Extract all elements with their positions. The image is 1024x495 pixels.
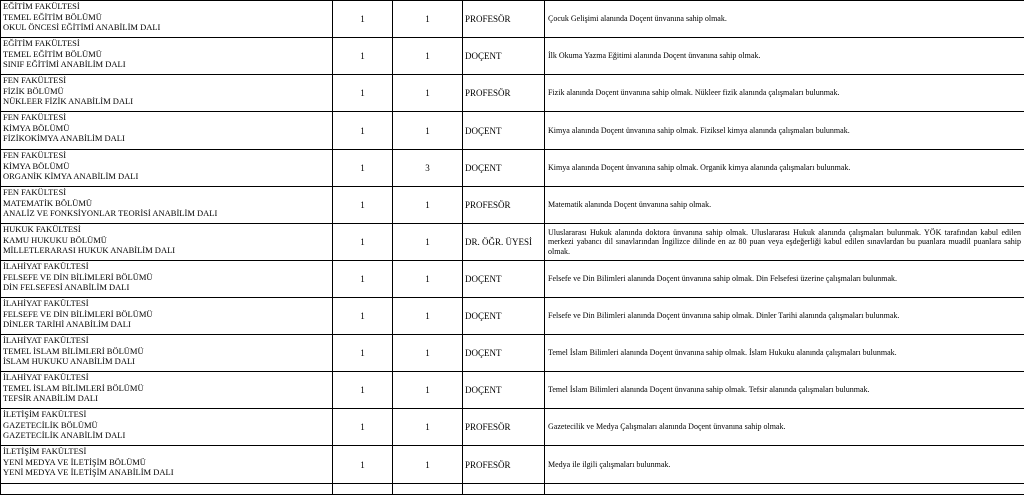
department-name: TEMEL EĞİTİM BÖLÜMÜ [3, 49, 330, 60]
department-name: GAZETECİLİK BÖLÜMÜ [3, 420, 330, 431]
unit-cell [1, 112, 333, 150]
position-count: 1 [333, 372, 393, 409]
degree-level: 1 [393, 112, 463, 150]
division-name: İSLAM HUKUKU ANABİLİM DALI [3, 356, 330, 367]
degree-level: 1 [393, 446, 463, 484]
department-name: KİMYA BÖLÜMÜ [3, 123, 330, 134]
requirements-text: Gazetecilik ve Medya Çalışmaları alanında Doçent ünvanına sahip olmak. [545, 409, 1024, 446]
requirements-text: Çocuk Gelişimi alanında Doçent ünvanına sahip olmak. [545, 1, 1024, 38]
requirements-text: Medya ile ilgili çalışmaları bulunmak. [545, 446, 1024, 484]
position-count: 1 [333, 335, 393, 372]
position-count: 1 [333, 112, 393, 150]
degree-level: 1 [393, 261, 463, 298]
table-row [1, 75, 1024, 112]
requirements-text: Kimya alanında Doçent ünvanına sahip olmak. Fiziksel kimya alanında çalışmaları bulunmak. [545, 112, 1024, 150]
unit-cell [1, 224, 333, 261]
division-name: DİN FELSEFESİ ANABİLİM DALI [3, 282, 330, 293]
academic-title: DOÇENT [463, 112, 545, 150]
unit-cell [1, 335, 333, 372]
unit-cell [1, 75, 333, 112]
requirements-text: Kimya alanında Doçent ünvanına sahip olmak. Organik kimya alanında çalışmaları bulunmak. [545, 150, 1024, 187]
faculty-name: FEN FAKÜLTESİ [3, 150, 330, 161]
department-name: TEMEL İSLAM BİLİMLERİ BÖLÜMÜ [3, 383, 330, 394]
unit-cell [1, 409, 333, 446]
faculty-name: FEN FAKÜLTESİ [3, 75, 330, 86]
division-name: OKUL ÖNCESİ EĞİTİMİ ANABİLİM DALI [3, 22, 330, 33]
requirements-text: Temel İslam Bilimleri alanında Doçent ünvanına sahip olmak. Tefsir alanında çalışmaları bulunmak. [545, 372, 1024, 409]
degree-level: 3 [393, 150, 463, 187]
faculty-name: FEN FAKÜLTESİ [3, 112, 330, 123]
department-name: FELSEFE VE DİN BİLİMLERİ BÖLÜMÜ [3, 309, 330, 320]
table-row [1, 112, 1024, 150]
division-name: ANALİZ VE FONKSİYONLAR TEORİSİ ANABİLİM DALI [3, 208, 330, 219]
requirements-text: Felsefe ve Din Bilimleri alanında Doçent ünvanına sahip olmak. Dinler Tarihi alanında çalışmaları bulunmak. [545, 298, 1024, 335]
department-name: FELSEFE VE DİN BİLİMLERİ BÖLÜMÜ [3, 272, 330, 283]
empty-cell [463, 484, 545, 495]
academic-title: DOÇENT [463, 372, 545, 409]
table-row [1, 224, 1024, 261]
faculty-name: EĞİTİM FAKÜLTESİ [3, 38, 330, 49]
degree-level: 1 [393, 38, 463, 75]
table-row [1, 446, 1024, 484]
unit-cell [1, 372, 333, 409]
table-row-partial [1, 484, 1024, 495]
academic-title: DR. ÖĞR. ÜYESİ [463, 224, 545, 261]
degree-level: 1 [393, 224, 463, 261]
position-count: 1 [333, 187, 393, 224]
unit-cell [1, 261, 333, 298]
empty-cell [545, 484, 1024, 495]
empty-cell [1, 484, 333, 495]
faculty-name: HUKUK FAKÜLTESİ [3, 224, 330, 235]
academic-title: PROFESÖR [463, 75, 545, 112]
division-name: SINIF EĞİTİMİ ANABİLİM DALI [3, 59, 330, 70]
faculty-name: İLAHİYAT FAKÜLTESİ [3, 298, 330, 309]
requirements-text: Fizik alanında Doçent ünvanına sahip olmak. Nükleer fizik alanında çalışmaları bulunmak. [545, 75, 1024, 112]
table-row [1, 261, 1024, 298]
academic-title: DOÇENT [463, 150, 545, 187]
division-name: DİNLER TARİHİ ANABİLİM DALI [3, 319, 330, 330]
department-name: TEMEL İSLAM BİLİMLERİ BÖLÜMÜ [3, 346, 330, 357]
degree-level: 1 [393, 335, 463, 372]
unit-cell [1, 38, 333, 75]
position-count: 1 [333, 38, 393, 75]
table-row [1, 298, 1024, 335]
table-row [1, 187, 1024, 224]
degree-level: 1 [393, 298, 463, 335]
academic-title: DOÇENT [463, 335, 545, 372]
position-count: 1 [333, 1, 393, 38]
position-count: 1 [333, 298, 393, 335]
department-name: KAMU HUKUKU BÖLÜMÜ [3, 235, 330, 246]
unit-cell [1, 187, 333, 224]
position-count: 1 [333, 261, 393, 298]
table-row [1, 38, 1024, 75]
academic-title: PROFESÖR [463, 187, 545, 224]
department-name: YENİ MEDYA VE İLETİŞİM BÖLÜMÜ [3, 457, 330, 468]
academic-title: DOÇENT [463, 298, 545, 335]
faculty-name: İLETİŞİM FAKÜLTESİ [3, 409, 330, 420]
table-row [1, 372, 1024, 409]
position-count: 1 [333, 75, 393, 112]
faculty-name: İLAHİYAT FAKÜLTESİ [3, 372, 330, 383]
division-name: ORGANİK KİMYA ANABİLİM DALI [3, 171, 330, 182]
department-name: FİZİK BÖLÜMÜ [3, 86, 330, 97]
division-name: FİZİKOKİMYA ANABİLİM DALI [3, 133, 330, 144]
requirements-text: Felsefe ve Din Bilimleri alanında Doçent ünvanına sahip olmak. Din Felsefesi üzerine çalışmaları bulunmak. [545, 261, 1024, 298]
table-row [1, 335, 1024, 372]
division-name: GAZETECİLİK ANABİLİM DALI [3, 430, 330, 441]
position-count: 1 [333, 224, 393, 261]
division-name: MİLLETLERARASI HUKUK ANABİLİM DALI [3, 245, 330, 256]
degree-level: 1 [393, 1, 463, 38]
table-row [1, 150, 1024, 187]
division-name: NÜKLEER FİZİK ANABİLİM DALI [3, 96, 330, 107]
academic-title: DOÇENT [463, 261, 545, 298]
faculty-name: İLETİŞİM FAKÜLTESİ [3, 446, 330, 457]
unit-cell [1, 298, 333, 335]
academic-title: PROFESÖR [463, 409, 545, 446]
academic-title: PROFESÖR [463, 1, 545, 38]
table-row [1, 1, 1024, 38]
department-name: TEMEL EĞİTİM BÖLÜMÜ [3, 12, 330, 23]
degree-level: 1 [393, 75, 463, 112]
faculty-name: İLAHİYAT FAKÜLTESİ [3, 335, 330, 346]
empty-cell [333, 484, 393, 495]
degree-level: 1 [393, 372, 463, 409]
position-count: 1 [333, 150, 393, 187]
table-row [1, 409, 1024, 446]
empty-cell [393, 484, 463, 495]
requirements-text: Temel İslam Bilimleri alanında Doçent ünvanına sahip olmak. İslam Hukuku alanında çalışmaları bulunmak. [545, 335, 1024, 372]
faculty-name: EĞİTİM FAKÜLTESİ [3, 1, 330, 12]
requirements-text: İlk Okuma Yazma Eğitimi alanında Doçent ünvanına sahip olmak. [545, 38, 1024, 75]
faculty-name: FEN FAKÜLTESİ [3, 187, 330, 198]
degree-level: 1 [393, 187, 463, 224]
unit-cell [1, 150, 333, 187]
position-count: 1 [333, 409, 393, 446]
degree-level: 1 [393, 409, 463, 446]
unit-cell [1, 446, 333, 484]
position-count: 1 [333, 446, 393, 484]
faculty-name: İLAHİYAT FAKÜLTESİ [3, 261, 330, 272]
requirements-text: Uluslararası Hukuk alanında doktora ünvanına sahip olmak. Uluslararası Hukuk alanında çalışmaları bulunmak. YÖK tarafından kabul edilen merkezi yabancı dil sınavlarından İngilizce dilinde en az 80 puan veya eşdeğerliği kabul edilen sınavlardan bu puanlara muadil puanlara sahip olmak. [545, 224, 1024, 261]
division-name: TEFSİR ANABİLİM DALI [3, 393, 330, 404]
academic-title: DOÇENT [463, 38, 545, 75]
department-name: KİMYA BÖLÜMÜ [3, 161, 330, 172]
division-name: YENİ MEDYA VE İLETİŞİM ANABİLİM DALI [3, 467, 330, 478]
requirements-text: Matematik alanında Doçent ünvanına sahip olmak. [545, 187, 1024, 224]
department-name: MATEMATİK BÖLÜMÜ [3, 198, 330, 209]
academic-title: PROFESÖR [463, 446, 545, 484]
unit-cell [1, 1, 333, 38]
